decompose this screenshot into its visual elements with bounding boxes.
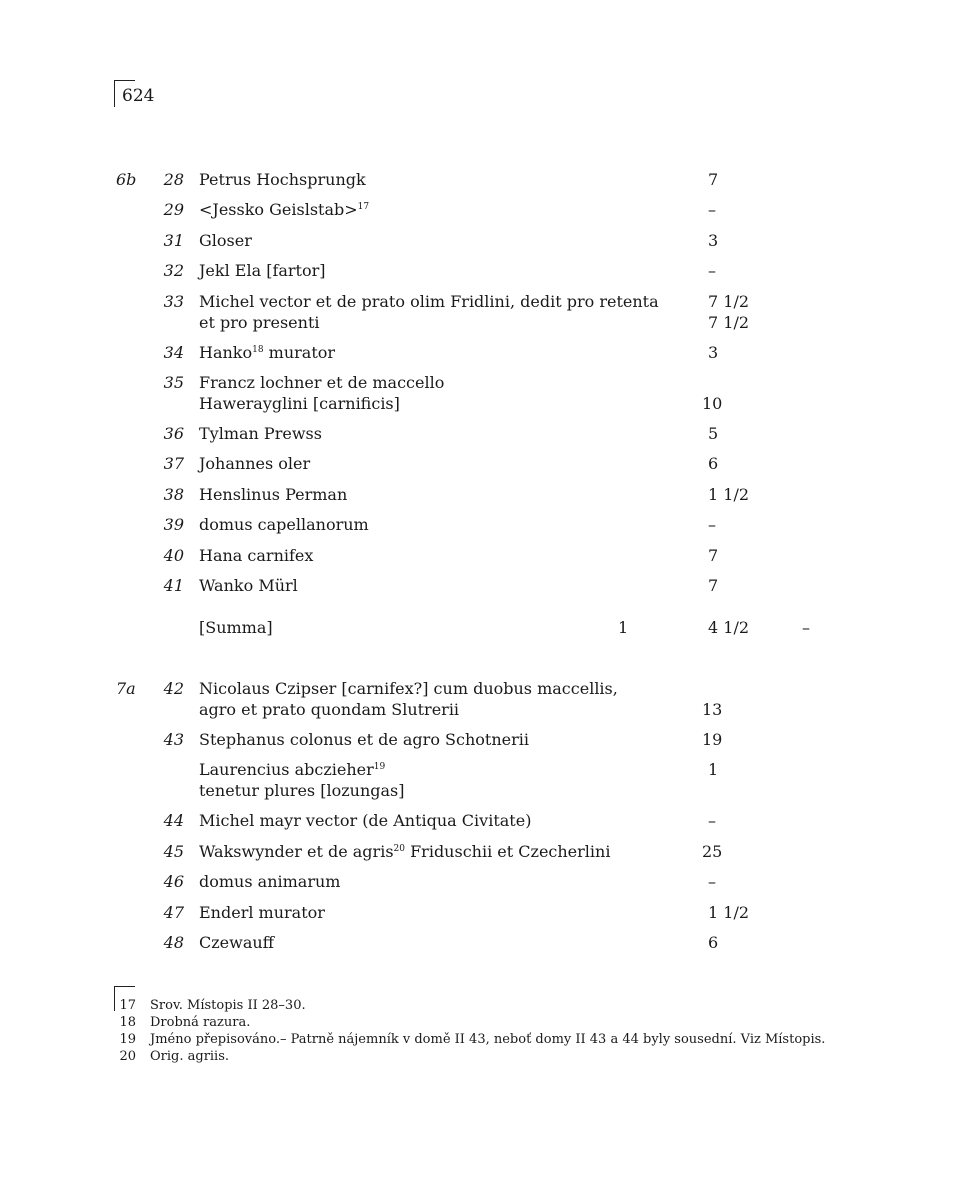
entry-line: Hawerayglini [carnificis] [199,393,400,413]
footnote-text: Jméno přepisováno.– Patrně nájemník v domě II 43, neboť domy II 43 a 44 byly sousední. Viz Místopis. [150,1032,826,1047]
entry-value [708,485,798,506]
folio-label: 6b [116,170,137,189]
entry-number: 43 [163,730,184,749]
entry-text [199,515,659,536]
entry-text [199,170,659,191]
value-line: 1 1/2 [708,903,750,922]
entry-line: Laurencius abczieher [199,760,374,779]
entry-number: 38 [163,485,184,504]
entry-line: Wanko Mürl [199,576,298,595]
entry-number: 28 [163,170,184,189]
entry-value [708,903,798,924]
entry-line: agro et prato quondam Slutrerii [199,699,460,719]
entry-value [702,373,798,414]
entry-value [708,261,798,282]
entry-line: Gloser [199,231,252,250]
entry-text [199,261,659,282]
summa-value-c: – [802,618,810,637]
entry-text [199,933,659,954]
entry-number: 46 [163,872,184,891]
entry-number: 32 [163,261,184,280]
footnote-ref: 18 [252,345,264,355]
entry-number: 47 [163,903,184,922]
value-line: 7 [708,576,719,595]
entry-value [708,546,798,567]
entry-line: Petrus Hochsprungk [199,170,366,189]
value-line: 3 [708,231,719,250]
entry-value [708,200,798,221]
entry-text [199,454,659,475]
entry-value [708,454,798,475]
entry-text [199,811,659,832]
entry-value [702,679,798,720]
value-line: 1 [708,760,719,779]
entry-line: Johannes oler [199,454,311,473]
value-line: 7 1/2 [708,292,750,311]
entry-text [199,546,659,567]
entry-number: 39 [163,515,184,534]
entry-number: 42 [163,679,184,698]
footnote-ref: 17 [357,202,370,212]
footnote-number: 17 [119,998,136,1013]
entry-number: 33 [163,292,184,311]
value-line: 5 [708,424,719,443]
entry-line: Hanko [199,343,253,362]
entry-value [708,811,798,832]
value-line: – [708,261,716,280]
entry-text [199,760,659,801]
entry-line: domus animarum [199,872,341,891]
footnote-ref: 19 [373,762,386,772]
entry-number: 31 [163,231,184,250]
entry-value [702,842,798,863]
entry-value [708,343,798,364]
entry-line: et pro presenti [199,312,320,332]
entry-line: Wakswynder et de agris [199,842,394,861]
value-line: – [708,515,716,534]
entry-text [199,872,659,893]
entry-text [199,292,659,333]
footnote-ref: 20 [393,844,405,854]
entry-value [708,424,798,445]
value-line [708,679,798,700]
entry-number: 35 [163,373,184,392]
entry-value [708,292,798,333]
entry-text [199,842,659,863]
entry-line: Stephanus colonus et de agro Schotnerii [199,730,529,749]
entry-value [708,760,798,781]
entry-value [708,576,798,597]
entry-line-cont: Friduschii et Czecherlini [404,842,611,861]
folio-label: 7a [116,679,136,698]
entry-line: <Jessko Geislstab> [199,200,358,219]
value-line: – [708,811,716,830]
entry-value [708,515,798,536]
value-line: 1 1/2 [708,485,750,504]
value-line: 13 [702,699,723,719]
value-line: 10 [702,393,723,413]
entry-value [708,872,798,893]
footnote-text: Orig. agriis. [150,1049,230,1064]
entry-value [708,231,798,252]
entry-number: 48 [163,933,184,952]
page-number: 624 [122,86,155,106]
entry-line: Michel vector et de prato olim Fridlini, dedit pro retenta [199,292,659,311]
value-line: 6 [708,454,719,473]
entry-line: Hana carnifex [199,546,314,565]
footnote-number: 19 [119,1032,136,1047]
entry-line: Czewauff [199,933,275,952]
entry-number: 37 [163,454,184,473]
value-line: 25 [702,842,723,861]
entry-line: Henslinus Perman [199,485,348,504]
summa-value-b: 4 1/2 [708,618,750,637]
entry-text [199,424,659,445]
entry-line: tenetur plures [lozungas] [199,780,405,800]
entry-number: 44 [163,811,184,830]
entry-line: Francz lochner et de maccello [199,373,445,392]
entry-text [199,231,659,252]
value-line: 7 1/2 [708,312,750,332]
entry-text [199,373,659,414]
entry-number: 40 [163,546,184,565]
entry-line: Jekl Ela [fartor] [199,261,326,280]
value-line: 7 [708,170,719,189]
value-line: 3 [708,343,719,362]
summa-label: [Summa] [199,618,273,637]
value-line: – [708,872,716,891]
entry-text [199,576,659,597]
entry-line: domus capellanorum [199,515,369,534]
footnote-text: Drobná razura. [150,1015,251,1030]
entry-text [199,343,659,364]
entry-number: 36 [163,424,184,443]
value-line: – [708,200,716,219]
entry-value [708,170,798,191]
footnote-number: 20 [119,1049,136,1064]
entry-number: 29 [163,200,184,219]
entry-line: Enderl murator [199,903,325,922]
entry-text [199,730,659,751]
entry-line: Tylman Prewss [199,424,322,443]
footnote-text: Srov. Místopis II 28–30. [150,998,306,1013]
value-line [708,373,798,394]
entry-value [708,933,798,954]
entry-line: Michel mayr vector (de Antiqua Civitate) [199,811,532,830]
entry-number: 45 [163,842,184,861]
entry-number: 41 [163,576,184,595]
entry-text [199,200,659,221]
entry-text [199,679,659,720]
value-line: 6 [708,933,719,952]
value-line: 19 [702,730,723,749]
entry-line: Nicolaus Czipser [carnifex?] cum duobus maccellis, [199,679,618,698]
entry-number: 34 [163,343,184,362]
summa-value-a: 1 [618,618,629,637]
entry-text [199,485,659,506]
entry-line-cont: murator [263,343,336,362]
value-line: 7 [708,546,719,565]
footnote-number: 18 [119,1015,136,1030]
entry-value [702,730,798,751]
entry-text [199,903,659,924]
